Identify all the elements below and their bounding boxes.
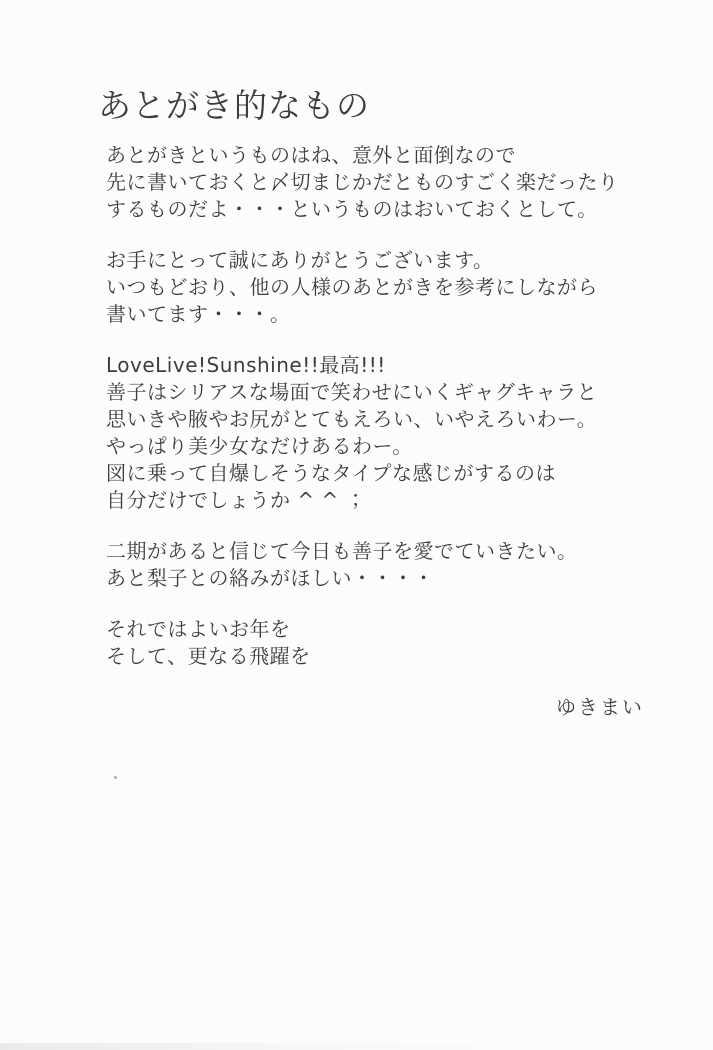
dust-speck [114,776,117,779]
text-line: 自分だけでしょうか ^ ^ ； [106,488,367,512]
paragraph-farewell [106,616,646,670]
text-line: 図に乗って自爆しそうなタイプな感じがするのは [106,461,556,485]
text-line: するものだよ・・・というものはおいておくとして。 [106,197,598,221]
text-line: 善子はシリアスな場面で笑わせにいくギャグキャラと [106,380,598,404]
afterword-body [106,142,646,721]
text-line: あとがきというものはね、意外と面倒なので [106,143,516,167]
text-line: 書いてます・・・。 [106,302,291,326]
text-line: それではよいお年を [106,617,291,641]
paragraph-season2 [106,538,646,592]
page-title: あとがき的なもの [98,86,370,125]
signature-row [106,694,646,721]
text-line: LoveLive!Sunshine!!最高!!! [106,353,386,377]
text-line: 二期があると信じて今日も善子を愛でていきたい。 [106,539,578,563]
text-line: 思いきや腋やお尻がとてもえろい、いやえろいわー。 [106,407,598,431]
paragraph-thanks [106,247,646,328]
paragraph-intro [106,142,646,223]
author-signature: ゆきまい [556,695,644,719]
text-line: いつもどおり、他の人様のあとがきを参考にしながら [106,275,598,299]
text-line: やっぱり美少女なだけあるわー。 [106,434,413,458]
scan-edge-shading [0,1043,713,1050]
text-line: そして、更なる飛躍を [106,644,311,668]
paragraph-lovelive [106,352,646,514]
text-line: 先に書いておくと〆切まじかだとものすごく楽だったり [106,170,619,194]
text-line: お手にとって誠にありがとうございます。 [106,248,494,272]
text-line: あと梨子との絡みがほしい・・・・ [106,566,434,590]
